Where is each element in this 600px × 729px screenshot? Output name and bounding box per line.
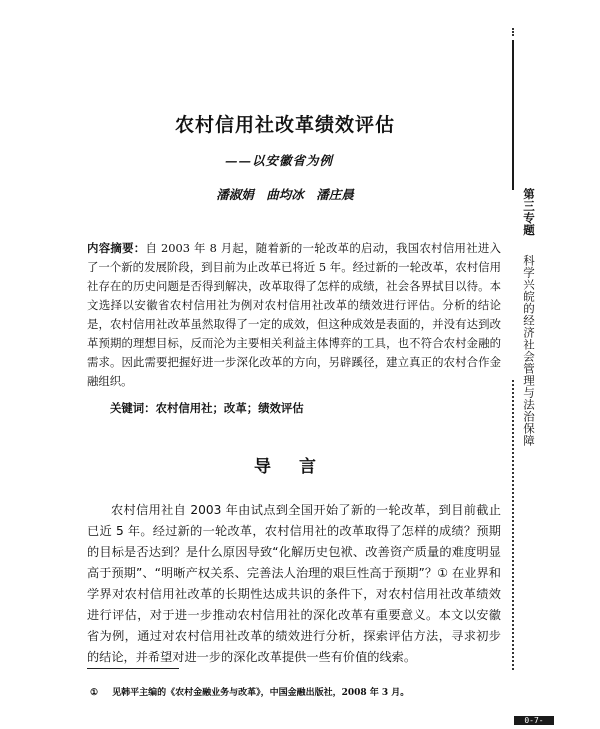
side-topic: 第三专题 (522, 188, 536, 236)
section-heading: 导言 (254, 457, 344, 477)
abstract-text: 自 2003 年 8 月起，随着新的一轮改革的启动，我国农村信用社进入了一个新的发展阶段，到目前为止改革已将近 5 年。经过新的一轮改革，农村信用社存在的历史问题是否得到解决，改革取得了怎样的成绩，社会各界拭目以待。本文选择以安徽省农村信用社为例对农村信用社改革的绩效进行评估。分析的结论是，农村信用社改革虽然取得了一定的成效，但这种成效是表面的，并没有达到改革预期的理想目标，反而沦为主要相关利益主体博弈的工具，也不符合农村金融的需求。因此需要把握好进一步深化改革的方向，另辟蹊径，建立真正的农村合作金融组织。 (87, 241, 501, 388)
side-running-title (518, 188, 540, 446)
article-title: 农村信用社改革绩效评估 (174, 114, 395, 136)
footnote-text: 见韩平主编的《农村金融业务与改革》，中国金融出版社，2008 年 3 月。 (112, 688, 410, 698)
abstract-label: 内容摘要： (87, 241, 146, 255)
keywords-text: 农村信用社；改革；绩效评估 (155, 401, 304, 415)
article-subtitle: ——以安徽省为例 (225, 153, 334, 168)
margin-dotted-rule (512, 28, 516, 36)
footnote-divider (87, 668, 179, 669)
keywords-label: 关键词： (110, 401, 156, 415)
footnote (90, 685, 409, 698)
abstract (87, 239, 501, 391)
article-authors: 潘淑娟 曲均冰 潘庄晨 (216, 187, 354, 202)
page-number: 0-7- (514, 716, 554, 725)
margin-dotted-rule (512, 380, 516, 670)
footnote-mark: ① (90, 688, 99, 698)
body-paragraph: 农村信用社自 2003 年由试点到全国开始了新的一轮改革，到目前截止已近 5 年。经过新的一轮改革，农村信用社的改革取得了怎样的成绩？预期的目标是否达到？是什么原因导致“化解历史包袱、改善资产质量的难度明显高于预期”、“明晰产权关系、完善法人治理的艰巨性高于预期”？① 在业界和学界对农村信用社改革的长期性达成共识的条件下，对农村信用社改革绩效进行评估，对于进一步推动农村信用社的深化改革有重要意义。本文以安徽省为例，通过对农村信用社改革的绩效进行分析，探索评估方法，寻求初步的结论，并希望对进一步的深化改革提供一些有价值的线索。 (87, 503, 501, 664)
body-text (87, 500, 501, 668)
margin-solid-rule (512, 40, 514, 190)
keywords (110, 400, 500, 416)
side-series: 科学兴皖的经济社会管理与法治保障 (522, 254, 536, 447)
